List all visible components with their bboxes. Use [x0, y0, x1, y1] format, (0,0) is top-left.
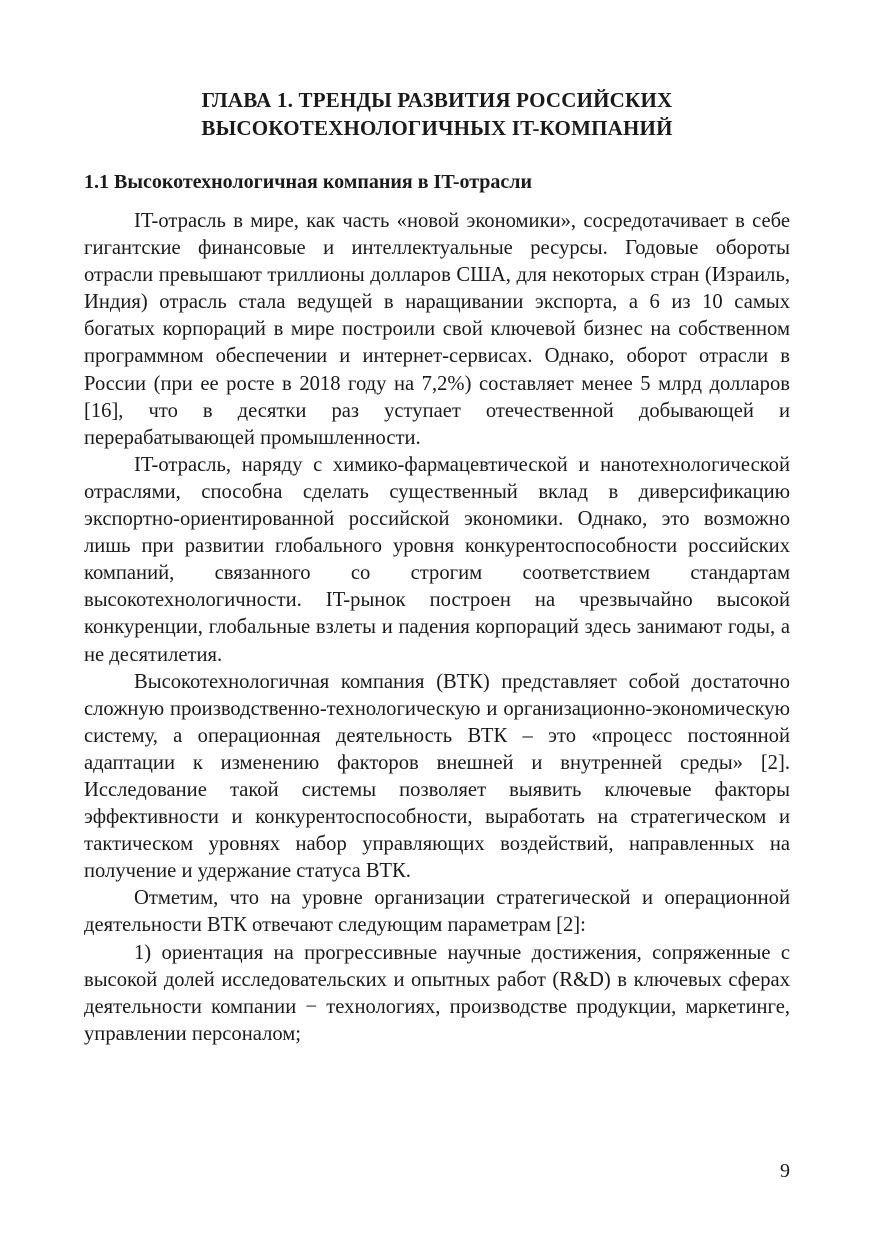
paragraph-4: Отметим, что на уровне организации стратегической и операционной деятельности ВТК отвечают следующим параметрам [2]:	[84, 887, 790, 937]
list-item-1: 1) ориентация на прогрессивные научные достижения, сопряженные с высокой долей исследовательских и опытных работ (R&D) в ключевых сферах деятельности компании − технологиях, производстве продукции, маркетинге, управлении персоналом;	[84, 941, 790, 1045]
paragraph-3: Высокотехнологичная компания (ВТК) представляет собой достаточно сложную производственно-технологическую и организационно-экономическую систему, а операционная деятельность ВТК – это «процесс постоянной адаптации к изменению факторов внешней и внутренней среды» [2]. Исследование такой системы позволяет выявить ключевые факторы эффективности и конкурентоспособности, выработать на стратегическом и тактическом уровнях набор управляющих воздействий, направленных на получение и удержание статуса ВТК.	[84, 670, 790, 883]
chapter-title-line-1: ГЛАВА 1. ТРЕНДЫ РАЗВИТИЯ РОССИЙСКИХ	[201, 88, 673, 112]
body-text	[84, 208, 790, 1048]
page-number: 9	[780, 1160, 790, 1182]
chapter-title	[84, 86, 790, 142]
paragraph-1: IT-отрасль в мире, как часть «новой экономики», сосредотачивает в себе гигантские финансовые и интеллектуальные ресурсы. Годовые обороты отрасли превышают триллионы долларов США, для некоторых стран (Израиль, Индия) отрасль стала ведущей в наращивании экспорта, а 6 из 10 самых богатых корпораций в мире построили свой ключевой бизнес на собственном программном обеспечении и интернет-сервисах. Однако, оборот отрасли в России (при ее росте в 2018 году на 7,2%) составляет менее 5 млрд долларов [16], что в десятки раз уступает отечественной добывающей и перерабатывающей промышленности.	[84, 210, 790, 449]
paragraph-2: IT-отрасль, наряду с химико-фармацевтической и нанотехнологической отраслями, способна сделать существенный вклад в диверсификацию экспортно-ориентированной российской экономики. Однако, это возможно лишь при развитии глобального уровня конкурентоспособности российских компаний, связанного со строгим соответствием стандартам высокотехнологичности. IT-рынок построен на чрезвычайно высокой конкуренции, глобальные взлеты и падения корпораций здесь занимают годы, а не десятилетия.	[84, 453, 790, 666]
chapter-title-line-2: ВЫСОКОТЕХНОЛОГИЧНЫХ IT-КОМПАНИЙ	[201, 116, 673, 140]
section-title: 1.1 Высокотехнологичная компания в IT-отрасли	[84, 171, 533, 193]
